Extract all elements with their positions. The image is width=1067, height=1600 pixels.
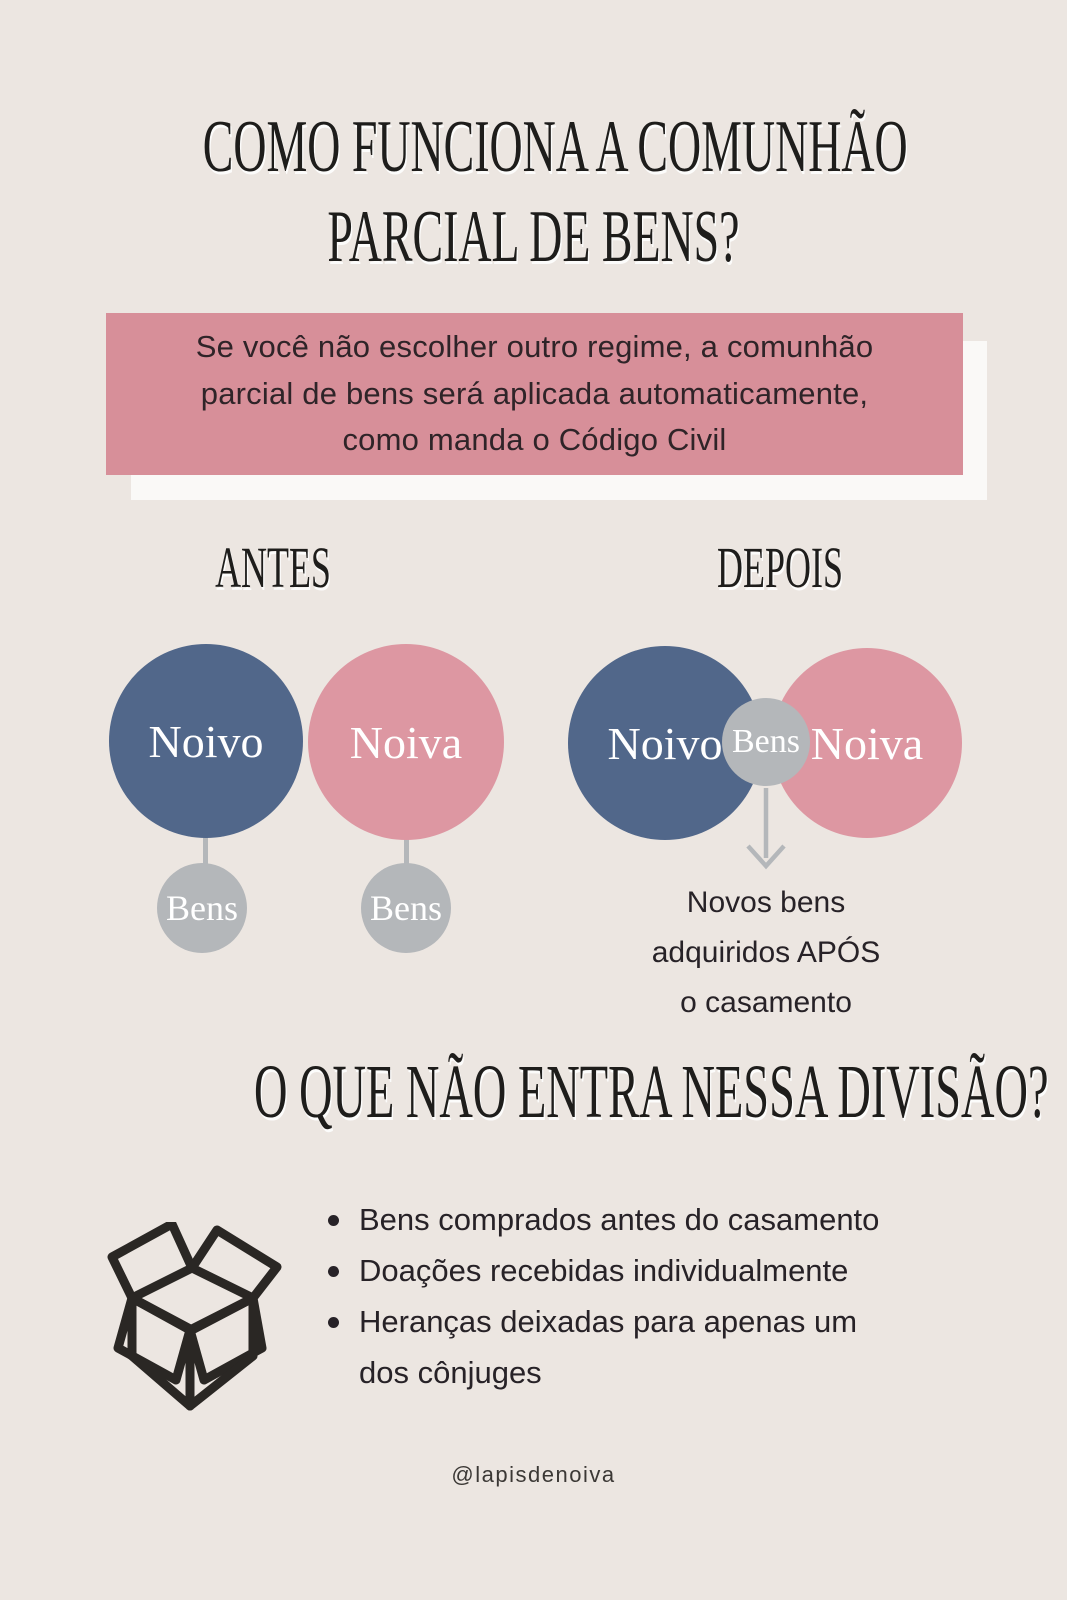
- assets-circle-shared: [722, 698, 810, 786]
- bullet-dot: [328, 1266, 339, 1277]
- list-item-3-text-line-2: dos cônjuges: [359, 1355, 542, 1390]
- division-heading-text: O QUE NÃO ENTRA NESSA DIVISÃO?: [253, 1050, 1049, 1134]
- intro-line-2: parcial de bens será aplicada automaticamente,: [200, 375, 869, 411]
- after-caption-line-2: adquiridos APÓS: [651, 936, 881, 969]
- bride-circle-before: [308, 644, 504, 840]
- groom-circle-after-label: Noivo: [607, 717, 723, 769]
- open-box-icon: [106, 1222, 284, 1412]
- main-title-line-1: COMO FUNCIONA A COMUNHÃO: [202, 106, 908, 188]
- bullet-dot: [328, 1215, 339, 1226]
- after-caption: [566, 878, 966, 1028]
- intro-line-1: Se você não escolher outro regime, a comunhão: [195, 329, 874, 365]
- after-caption-line-3: o casamento: [680, 986, 852, 1019]
- bride-assets-connector: [404, 836, 409, 866]
- intro-highlight-box: [106, 313, 963, 475]
- list-item-3-text-line-1: Heranças deixadas para apenas um: [359, 1304, 858, 1339]
- list-item: [328, 1296, 968, 1398]
- after-label: DEPOIS: [717, 535, 843, 600]
- intro-line-3: como manda o Código Civil: [342, 422, 727, 458]
- after-caption-line-1: Novos bens: [686, 886, 846, 919]
- list-item-2-text: Doações recebidas individualmente: [359, 1253, 849, 1288]
- list-item-1-text: Bens comprados antes do casamento: [359, 1202, 880, 1237]
- assets-circle-shared-label: Bens: [732, 723, 800, 760]
- assets-circle-bride-label: Bens: [370, 888, 442, 928]
- groom-circle-before-label: Noivo: [148, 715, 264, 767]
- down-arrow-icon: [744, 788, 788, 872]
- bullet-dot: [328, 1317, 339, 1328]
- bride-circle-after-label: Noiva: [810, 717, 924, 769]
- assets-circle-groom-label: Bens: [166, 888, 238, 928]
- before-label: ANTES: [215, 535, 331, 600]
- bride-circle-before-label: Noiva: [349, 716, 463, 768]
- groom-assets-connector: [203, 836, 208, 866]
- groom-circle-before: [109, 644, 303, 838]
- division-heading: [0, 1052, 1067, 1132]
- footer-handle: @lapisdenoiva: [451, 1462, 616, 1487]
- main-title-line-2: PARCIAL DE BENS?: [327, 196, 740, 278]
- exclusion-list: [328, 1194, 968, 1398]
- list-item: [328, 1194, 968, 1245]
- main-title: [0, 102, 1067, 282]
- assets-circle-groom: [157, 863, 247, 953]
- assets-circle-bride: [361, 863, 451, 953]
- list-item: [328, 1245, 968, 1296]
